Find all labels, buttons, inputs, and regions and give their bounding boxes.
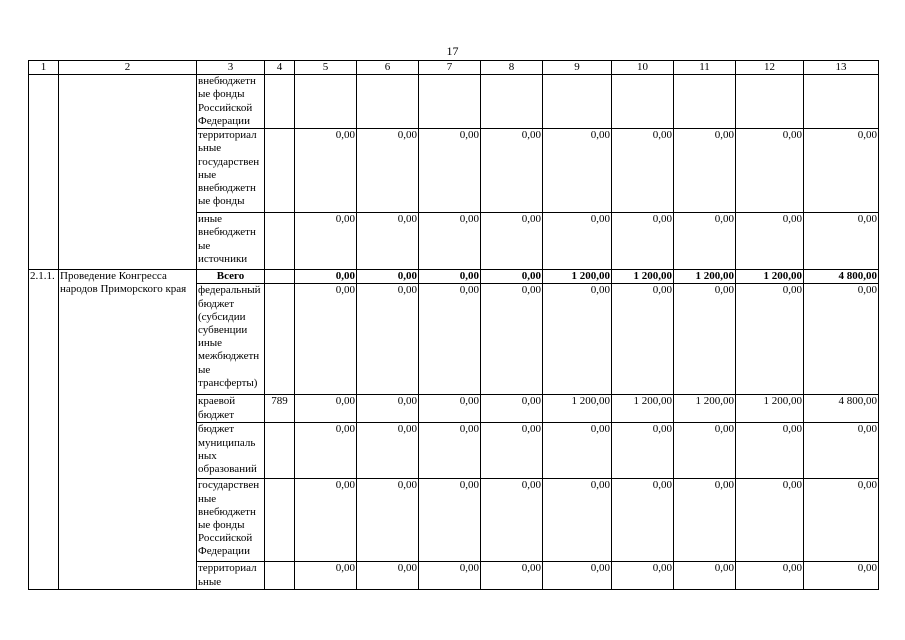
value-cell: 0,00 xyxy=(736,423,804,479)
header-cell: 12 xyxy=(736,61,804,75)
value-cell: 1 200,00 xyxy=(736,270,804,284)
value-cell: 0,00 xyxy=(419,284,481,395)
value-cell: 1 200,00 xyxy=(674,395,736,423)
budget-table xyxy=(28,60,879,590)
item-name: Проведение Конгресса народов Приморского края xyxy=(59,270,197,590)
value-cell xyxy=(295,75,357,129)
value-cell: 0,00 xyxy=(295,423,357,479)
item-name-cell xyxy=(59,75,197,270)
value-cell: 0,00 xyxy=(481,284,543,395)
value-cell: 0,00 xyxy=(674,129,736,213)
item-number-cell xyxy=(29,75,59,270)
source-label: федеральный бюджет (субсидии субвенции иные межбюджетн ые трансферты) xyxy=(197,284,265,395)
value-cell: 0,00 xyxy=(295,479,357,562)
header-row xyxy=(29,61,879,75)
value-cell: 0,00 xyxy=(543,562,612,590)
value-cell: 0,00 xyxy=(543,129,612,213)
value-cell: 0,00 xyxy=(543,423,612,479)
code-cell xyxy=(265,129,295,213)
source-label: внебюджетн ые фонды Российской Федерации xyxy=(197,75,265,129)
header-cell: 4 xyxy=(265,61,295,75)
value-cell xyxy=(357,75,419,129)
value-cell: 0,00 xyxy=(543,284,612,395)
value-cell: 0,00 xyxy=(674,562,736,590)
source-label: краевой бюджет xyxy=(197,395,265,423)
value-cell: 0,00 xyxy=(612,284,674,395)
value-cell: 0,00 xyxy=(295,129,357,213)
value-cell: 0,00 xyxy=(357,395,419,423)
value-cell: 0,00 xyxy=(357,562,419,590)
item-number: 2.1.1. xyxy=(29,270,59,590)
value-cell: 0,00 xyxy=(481,479,543,562)
value-cell: 0,00 xyxy=(612,423,674,479)
header-cell: 7 xyxy=(419,61,481,75)
value-cell: 1 200,00 xyxy=(674,270,736,284)
value-cell: 0,00 xyxy=(481,213,543,270)
value-cell: 0,00 xyxy=(481,562,543,590)
header-cell: 2 xyxy=(59,61,197,75)
value-cell: 0,00 xyxy=(419,423,481,479)
value-cell: 0,00 xyxy=(357,479,419,562)
code-cell xyxy=(265,562,295,590)
value-cell: 0,00 xyxy=(804,129,879,213)
value-cell: 0,00 xyxy=(736,479,804,562)
source-label: государствен ные внебюджетн ые фонды Российской Федерации xyxy=(197,479,265,562)
value-cell xyxy=(419,75,481,129)
header-cell: 1 xyxy=(29,61,59,75)
value-cell: 1 200,00 xyxy=(612,270,674,284)
header-cell: 6 xyxy=(357,61,419,75)
source-label: территориал ьные государствен ные внебюджетн ые фонды xyxy=(197,129,265,213)
value-cell: 0,00 xyxy=(481,395,543,423)
page-number: 17 xyxy=(446,44,459,58)
value-cell: 0,00 xyxy=(419,479,481,562)
value-cell: 0,00 xyxy=(357,270,419,284)
header-cell: 9 xyxy=(543,61,612,75)
header-cell: 8 xyxy=(481,61,543,75)
value-cell xyxy=(804,75,879,129)
value-cell: 0,00 xyxy=(419,395,481,423)
value-cell: 0,00 xyxy=(804,562,879,590)
value-cell: 0,00 xyxy=(804,213,879,270)
value-cell: 0,00 xyxy=(295,562,357,590)
value-cell: 0,00 xyxy=(357,129,419,213)
value-cell: 0,00 xyxy=(295,213,357,270)
value-cell: 0,00 xyxy=(612,213,674,270)
value-cell: 0,00 xyxy=(736,129,804,213)
value-cell xyxy=(736,75,804,129)
value-cell: 0,00 xyxy=(612,129,674,213)
value-cell: 0,00 xyxy=(481,270,543,284)
code-cell xyxy=(265,213,295,270)
value-cell: 0,00 xyxy=(612,562,674,590)
source-label: бюджет муниципаль ных образований xyxy=(197,423,265,479)
value-cell: 0,00 xyxy=(674,213,736,270)
value-cell: 0,00 xyxy=(736,284,804,395)
header-cell: 5 xyxy=(295,61,357,75)
value-cell: 0,00 xyxy=(419,270,481,284)
value-cell: 0,00 xyxy=(804,479,879,562)
source-label: территориал ьные xyxy=(197,562,265,590)
value-cell: 0,00 xyxy=(357,213,419,270)
code-cell: 789 xyxy=(265,395,295,423)
value-cell: 0,00 xyxy=(295,284,357,395)
value-cell: 0,00 xyxy=(357,284,419,395)
value-cell: 0,00 xyxy=(674,423,736,479)
value-cell: 0,00 xyxy=(736,213,804,270)
value-cell: 0,00 xyxy=(481,423,543,479)
source-label: Всего xyxy=(197,270,265,284)
value-cell: 0,00 xyxy=(543,213,612,270)
value-cell: 0,00 xyxy=(674,284,736,395)
table-row xyxy=(29,270,879,284)
header-cell: 10 xyxy=(612,61,674,75)
value-cell: 0,00 xyxy=(295,270,357,284)
value-cell: 0,00 xyxy=(674,479,736,562)
code-cell xyxy=(265,284,295,395)
code-cell xyxy=(265,423,295,479)
value-cell: 1 200,00 xyxy=(736,395,804,423)
value-cell xyxy=(543,75,612,129)
value-cell: 0,00 xyxy=(295,395,357,423)
code-cell xyxy=(265,270,295,284)
value-cell: 0,00 xyxy=(419,129,481,213)
code-cell xyxy=(265,479,295,562)
value-cell: 0,00 xyxy=(357,423,419,479)
value-cell: 0,00 xyxy=(543,479,612,562)
header-cell: 11 xyxy=(674,61,736,75)
value-cell: 0,00 xyxy=(736,562,804,590)
value-cell: 0,00 xyxy=(804,423,879,479)
value-cell: 0,00 xyxy=(612,479,674,562)
value-cell: 1 200,00 xyxy=(543,395,612,423)
value-cell: 1 200,00 xyxy=(543,270,612,284)
value-cell: 1 200,00 xyxy=(612,395,674,423)
header-cell: 13 xyxy=(804,61,879,75)
header-cell: 3 xyxy=(197,61,265,75)
table-row xyxy=(29,75,879,129)
value-cell: 0,00 xyxy=(419,213,481,270)
value-cell: 4 800,00 xyxy=(804,395,879,423)
value-cell: 0,00 xyxy=(481,129,543,213)
value-cell: 0,00 xyxy=(804,284,879,395)
value-cell xyxy=(481,75,543,129)
code-cell xyxy=(265,75,295,129)
value-cell xyxy=(612,75,674,129)
source-label: иные внебюджетн ые источники xyxy=(197,213,265,270)
value-cell: 4 800,00 xyxy=(804,270,879,284)
value-cell: 0,00 xyxy=(419,562,481,590)
value-cell xyxy=(674,75,736,129)
